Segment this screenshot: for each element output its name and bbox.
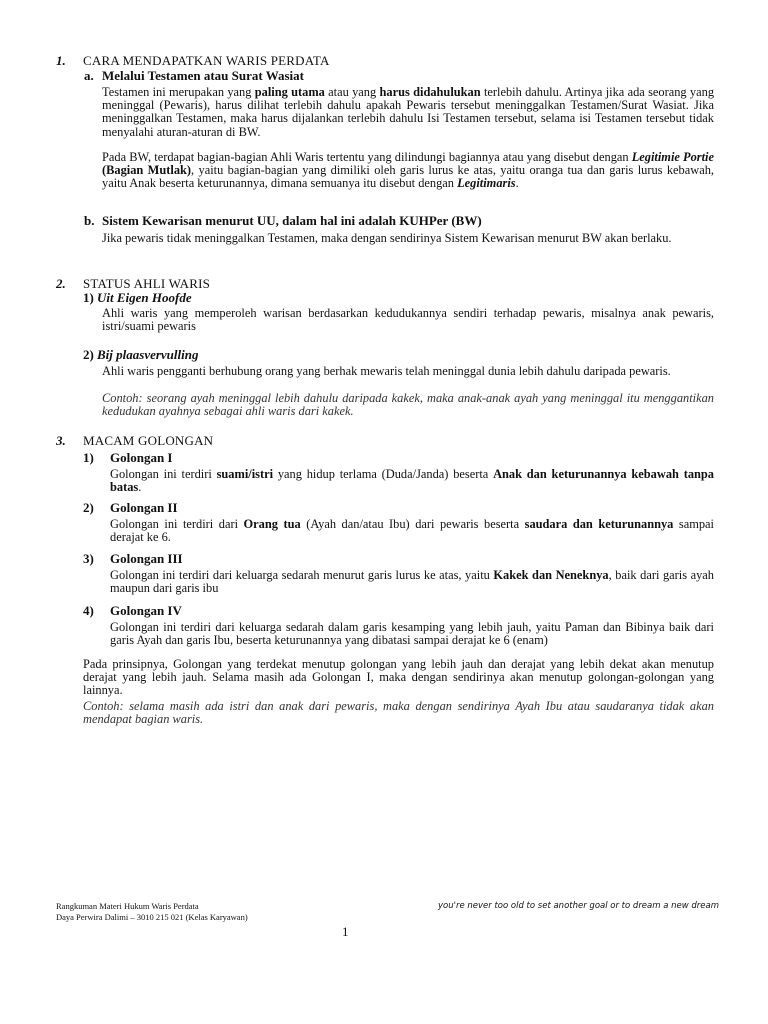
section-3-number: 3.	[56, 433, 66, 448]
item-1-title: Uit Eigen Hoofde	[97, 290, 192, 305]
example-bij-plaasvervulling: Contoh: seorang ayah meninggal lebih dahulu daripada kakek, maka anak-anak ayah yang meninggal itu menggantikan kedudukan ayahnya sebagai ahli waris dari kakek.	[102, 391, 714, 419]
golongan-4-label: 4)	[83, 603, 94, 618]
paragraph-golongan-1: Golongan ini terdiri suami/istri yang hidup terlama (Duda/Janda) beserta Anak dan keturunannya kebawah tanpa batas.	[110, 467, 715, 495]
footer-left-line-1: Rangkuman Materi Hukum Waris Perdata	[56, 901, 199, 911]
subsection-b-label: b.	[84, 213, 95, 228]
footer-left-line-2: Daya Perwira Dalimi – 3010 215 021 (Kelas Karyawan)	[56, 912, 248, 922]
golongan-4-title: Golongan IV	[110, 603, 182, 618]
paragraph-golongan-3: Golongan ini terdiri dari keluarga sedarah menurut garis lurus ke atas, yaitu Kakek dan Neneknya, baik dari garis ayah maupun dari garis ibu	[110, 568, 714, 596]
golongan-2-title: Golongan II	[110, 500, 178, 515]
item-2-title: Bij plaasvervulling	[97, 347, 199, 362]
section-1-title: CARA MENDAPATKAN WARIS PERDATA	[83, 53, 330, 68]
example-prinsip-golongan: Contoh: selama masih ada istri dan anak dari pewaris, maka dengan sendirinya Ayah Ibu atau saudaranya tidak akan mendapat bagian waris.	[83, 699, 714, 727]
golongan-3-title: Golongan III	[110, 551, 183, 566]
section-2-title: STATUS AHLI WARIS	[83, 276, 211, 291]
paragraph-prinsip-golongan: Pada prinsipnya, Golongan yang terdekat menutup golongan yang lebih jauh dan derajat yang lebih dekat akan menutup derajat yang lebih jauh. Selama masih ada Golongan I, maka dengan sendirinya akan menutup golongan-golongan yang lainnya.	[83, 657, 714, 698]
paragraph-golongan-2: Golongan ini terdiri dari Orang tua (Ayah dan/atau Ibu) dari pewaris beserta saudara dan keturunannya sampai derajat ke 6.	[110, 517, 715, 545]
item-1-label: 1)	[83, 290, 94, 305]
section-3-title: MACAM GOLONGAN	[83, 433, 214, 448]
paragraph-golongan-4: Golongan ini terdiri dari keluarga sedarah dalam garis kesamping yang lebih jauh, yaitu Paman dan Bibinya baik dari garis Ayah dan garis Ibu, beserta keturunannya yang dibatasi sampai derajat ke 6 (enam)	[110, 620, 714, 648]
subsection-a-title: Melalui Testamen atau Surat Wasiat	[102, 68, 305, 83]
section-2-number: 2.	[56, 276, 66, 291]
subsection-b-title: Sistem Kewarisan menurut UU, dalam hal ini adalah KUHPer (BW)	[102, 213, 482, 228]
paragraph-sistem-kewarisan: Jika pewaris tidak meninggalkan Testamen, maka dengan sendirinya Sistem Kewarisan menurut BW akan berlaku.	[102, 231, 672, 245]
item-2-label: 2)	[83, 347, 94, 362]
paragraph-testamen: Testamen ini merupakan yang paling utama atau yang harus didahulukan terlebih dahulu. Artinya jika ada seorang yang meninggal (Pewaris), harus dilihat terlebih dahulu apakah Pewaris tersebut meninggalkan Testamen/Surat Wasiat. Jika meninggalkan Testamen, maka harus dijalankan terlebih dahulu Isi Testamen tersebut, selama isi Testamen tersebut tidak menyalahi aturan-aturan di BW.	[102, 85, 715, 139]
footer-quote: you're never too old to set another goal or to dream a new dream	[438, 901, 720, 911]
paragraph-legitimie-portie: Pada BW, terdapat bagian-bagian Ahli Waris tertentu yang dilindungi bagiannya atau yang disebut dengan Legitimie Portie (Bagian Mutlak), yaitu bagian-bagian yang dimiliki oleh garis lurus ke atas, yaitu oranga tua dan garis lurus kebawah, yaitu Anak beserta keturunannya, dimana semuanya itu disebut dengan Legitimaris.	[102, 150, 714, 191]
paragraph-bij-plaasvervulling: Ahli waris pengganti berhubung orang yang berhak mewaris telah meninggal dunia lebih dahulu daripada pewaris.	[102, 364, 671, 378]
page-number: 1	[342, 924, 349, 939]
golongan-1-label: 1)	[83, 450, 94, 465]
golongan-3-label: 3)	[83, 551, 94, 566]
paragraph-uit-eigen-hoofde: Ahli waris yang memperoleh warisan berdasarkan kedudukannya sendiri terhadap pewaris, misalnya anak pewaris, istri/suami pewaris	[102, 306, 714, 334]
section-1-number: 1.	[56, 53, 66, 68]
golongan-1-title: Golongan I	[110, 450, 173, 465]
subsection-a-label: a.	[84, 68, 94, 83]
golongan-2-label: 2)	[83, 500, 94, 515]
